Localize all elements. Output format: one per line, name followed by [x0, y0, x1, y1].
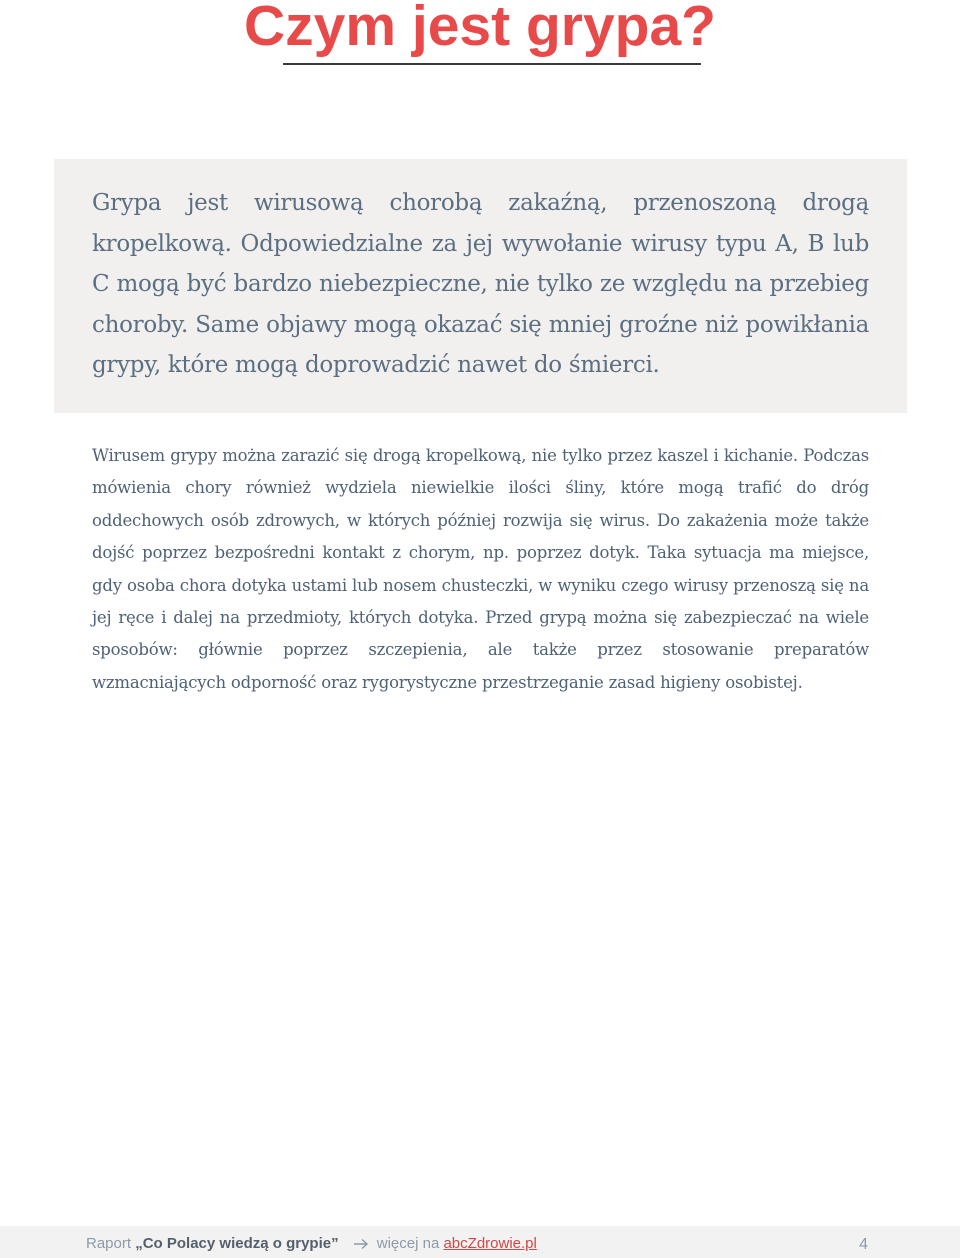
footer-report-line	[86, 1234, 537, 1256]
title-underline	[283, 63, 701, 65]
footer-more-label: więcej na	[376, 1235, 444, 1252]
footer-site-link[interactable]: abcZdrowie.pl	[443, 1235, 537, 1252]
body-paragraph: Wirusem grypy można zarazić się drogą kropelkową, nie tylko przez kaszel i kichanie. Podczas mówienia chory również wydziela niewielkie ilości śliny, które mogą trafić do dróg oddechowych osób zdrowych, w których później rozwija się wirus. Do zakażenia może także dojść poprzez bezpośredni kontakt z chorym, np. poprzez dotyk. Taka sytuacja ma miejsce, gdy osoba chora dotyka ustami lub nosem chusteczki, w wyniku czego wirusy przenoszą się na jej ręce i dalej na przedmioty, których dotyka. Przed grypą można się zabezpieczać na wiele sposobów: głównie poprzez szczepienia, ale także przez stosowanie preparatów wzmacniających odporność oraz rygorystyczne przestrzeganie zasad higieny osobistej.	[92, 446, 869, 692]
page-title: Czym jest grypa?	[244, 0, 716, 58]
lead-box	[54, 159, 907, 413]
footer-report-title: „Co Polacy wiedzą o grypie”	[135, 1235, 339, 1252]
arrow-right-icon	[353, 1236, 369, 1256]
footer-report-prefix: Raport	[86, 1235, 136, 1252]
lead-paragraph: Grypa jest wirusową chorobą zakaźną, przenoszoną drogą kropelkową. Odpowiedzialne za jej wywołanie wirusy typu A, B lub C mogą być bardzo niebezpieczne, nie tylko ze względu na przebieg choroby. Same objawy mogą okazać się mniej groźne niż powikłania grypy, które mogą doprowadzić nawet do śmierci.	[92, 190, 869, 378]
page-number: 4	[859, 1236, 868, 1253]
page-footer	[0, 1226, 960, 1258]
